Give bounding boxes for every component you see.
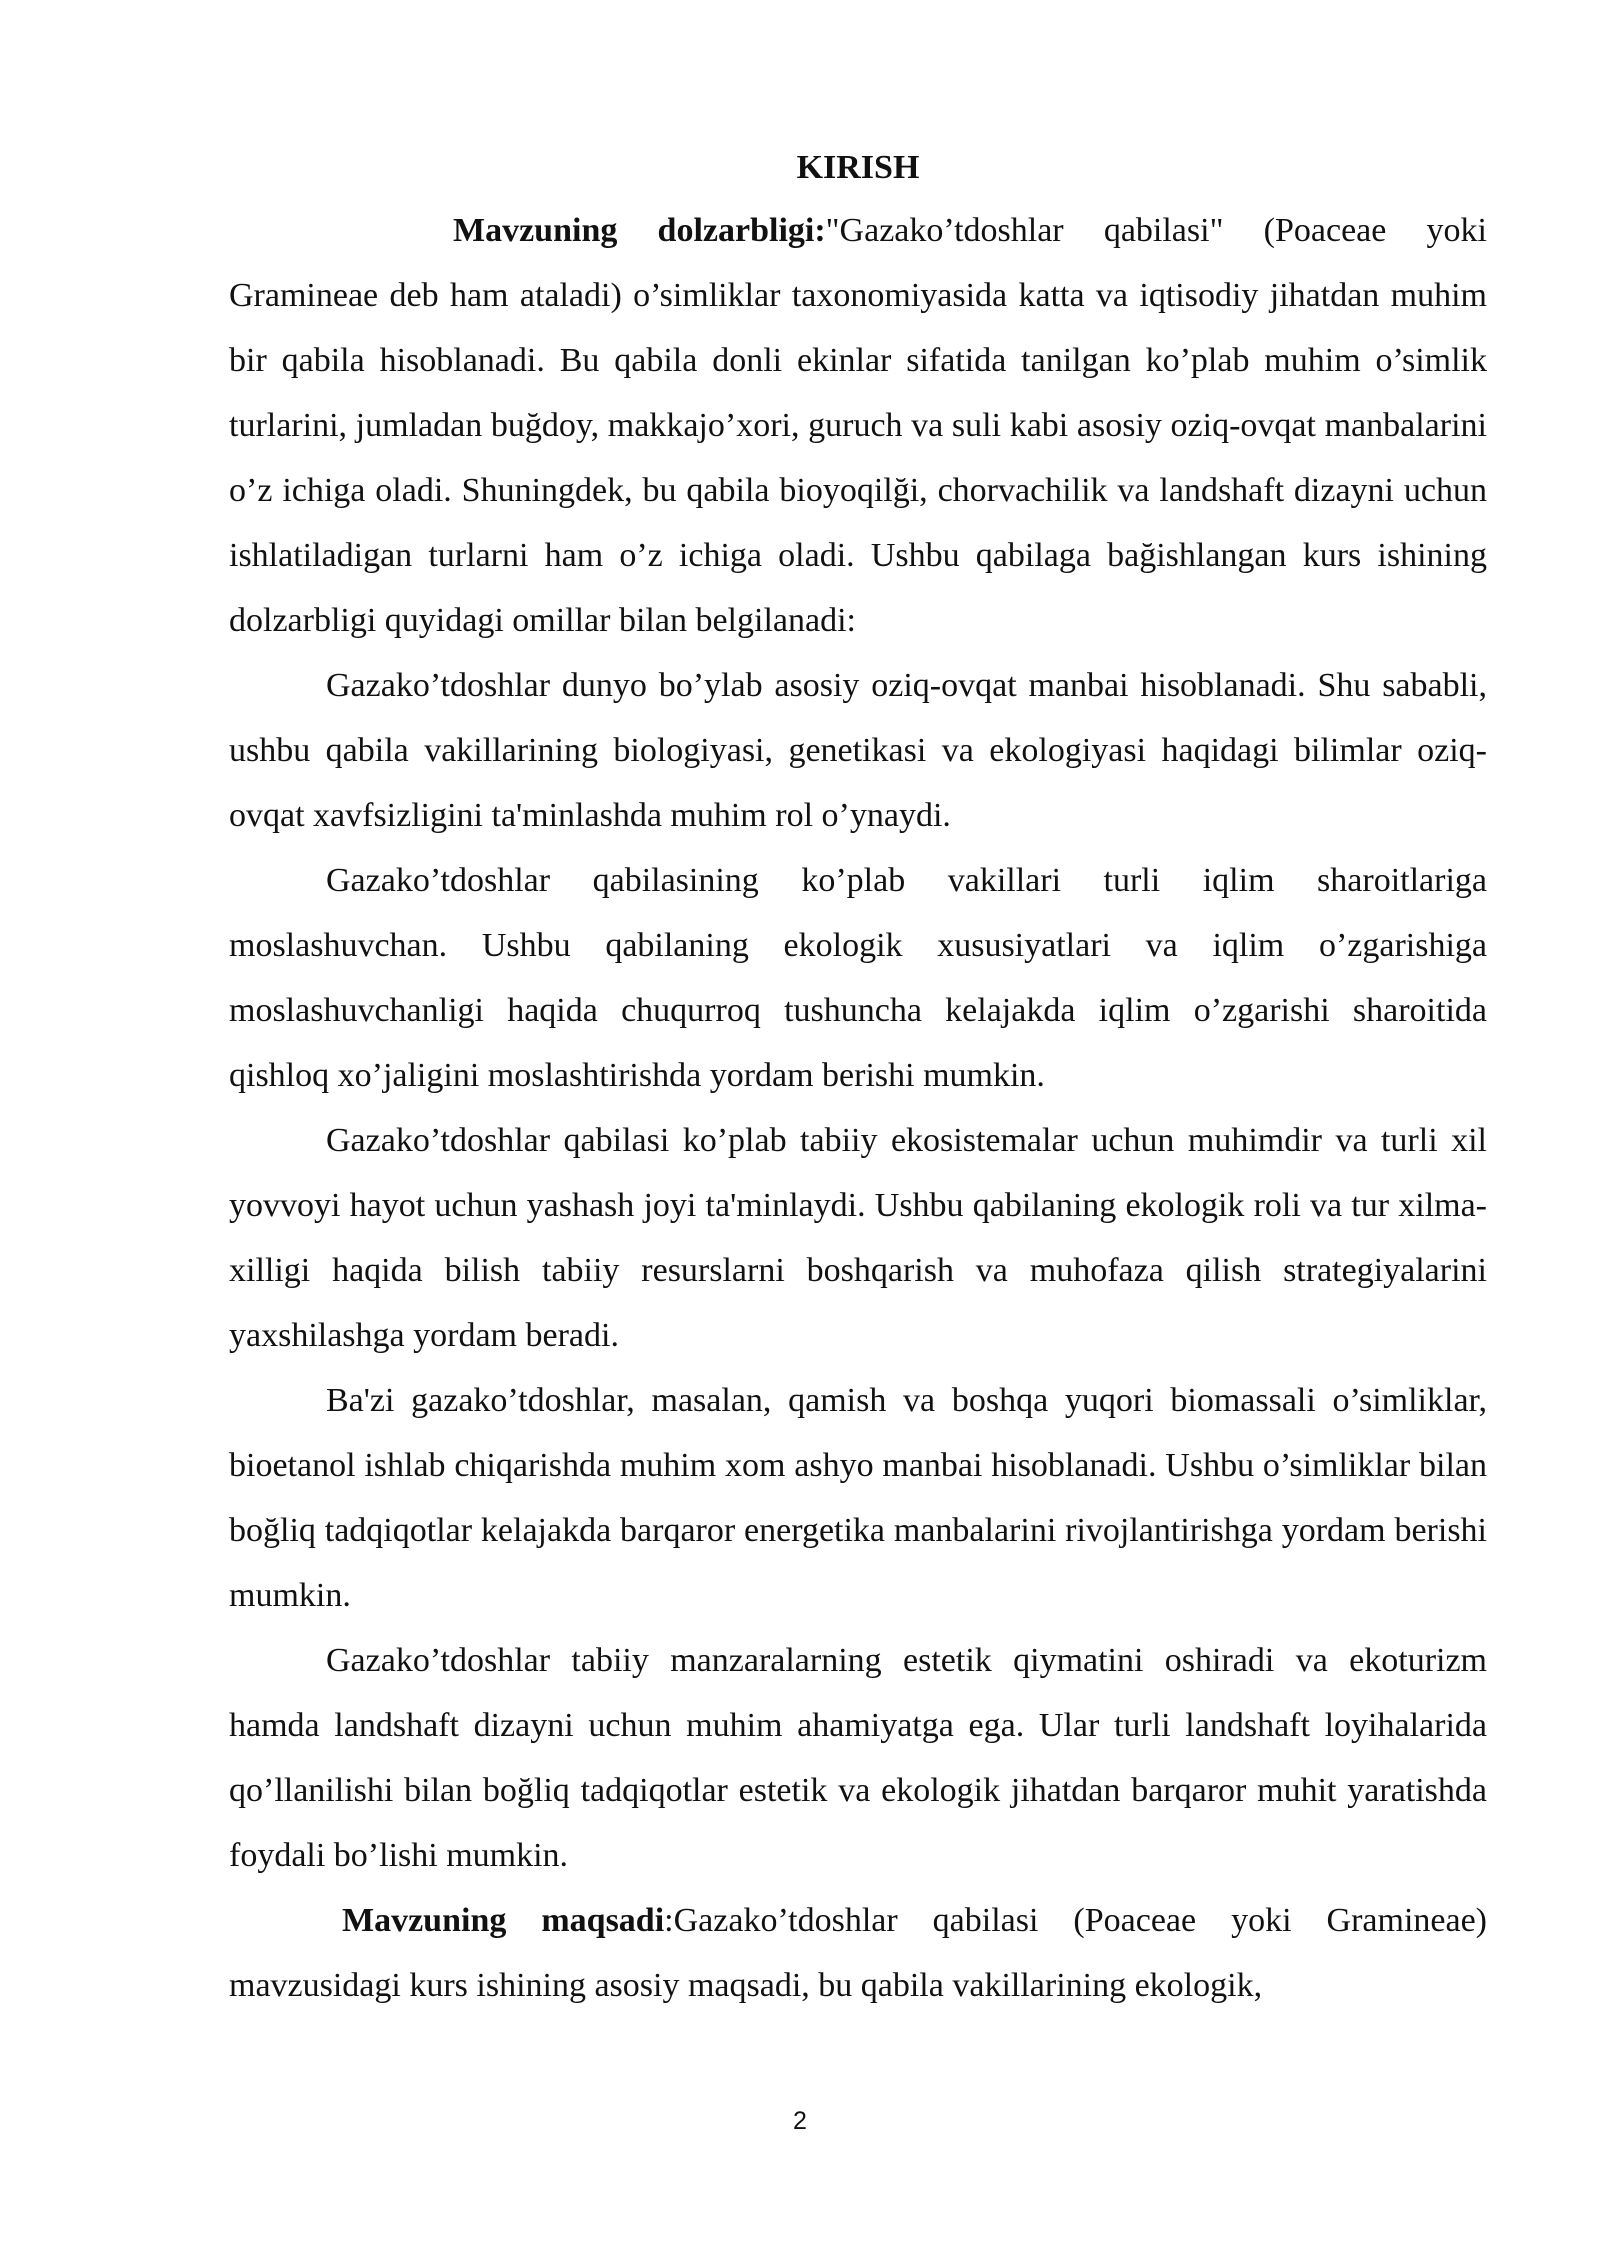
section-title: KIRISH	[796, 149, 920, 186]
purpose-text: :Gazako’tdoshlar qabilasi (Poaceae yoki Gramineae) mavzusidagi kurs ishining asosiy maqsadi, bu qabila vakillarining ekologik,	[229, 1902, 1487, 2004]
body-paragraph-4: Ba'zi gazako’tdoshlar, masalan, qamish va boshqa yuqori biomassali o’simliklar, bioetanol ishlab chiqarishda muhim xom ashyo manbai hisoblanadi. Ushbu o’simliklar bilan boğliq tadqiqotlar kelajakda barqaror energetika manbalarini rivojlantirishga yordam berishi mumkin.	[229, 1382, 1487, 1614]
page-number: 2	[793, 2107, 807, 2135]
body-paragraph-3: Gazako’tdoshlar qabilasi ko’plab tabiiy ekosistemalar uchun muhimdir va turli xil yovvoyi hayot uchun yashash joyi ta'minlaydi. Ushbu qabilaning ekologik roli va tur xilma-xilligi haqida bilish tabiiy resurslarni boshqarish va muhofaza qilish strategiyalarini yaxshilashga yordam beradi.	[229, 1122, 1487, 1354]
relevance-heading: Mavzuning dolzarbligi:	[453, 212, 826, 249]
relevance-intro-text: "Gazako’tdoshlar qabilasi" (Poaceae yoki Gramineae deb ham ataladi) o’simliklar taxonomiyasida katta va iqtisodiy jihatdan muhim bir qabila hisoblanadi. Bu qabila donli ekinlar sifatida tanilgan ko’plab muhim o’simlik turlarini, jumladan buğdoy, makkajo’xori, guruch va suli kabi asosiy oziq-ovqat manbalarini o’z ichiga oladi. Shuningdek, bu qabila bioyoqilği, chorvachilik va landshaft dizayni uchun ishlatiladigan turlarni ham o’z ichiga oladi. Ushbu qabilaga bağishlangan kurs ishining dolzarbligi quyidagi omillar bilan belgilanadi:	[229, 212, 1487, 639]
body-paragraph-2: Gazako’tdoshlar qabilasining ko’plab vakillari turli iqlim sharoitlariga moslashuvchan. Ushbu qabilaning ekologik xususiyatlari va iqlim o’zgarishiga moslashuvchanligi haqida chuqurroq tushuncha kelajakda iqlim o’zgarishi sharoitida qishloq xo’jaligini moslashtirishda yordam berishi mumkin.	[229, 862, 1487, 1094]
relevance-paragraph	[229, 198, 1487, 653]
body-paragraph-5: Gazako’tdoshlar tabiiy manzaralarning estetik qiymatini oshiradi va ekoturizm hamda landshaft dizayni uchun muhim ahamiyatga ega. Ular turli landshaft loyihalarida qo’llanilishi bilan boğliq tadqiqotlar estetik va ekologik jihatdan barqaror muhit yaratishda foydali bo’lishi mumkin.	[229, 1642, 1487, 1874]
body-paragraph-1: Gazako’tdoshlar dunyo bo’ylab asosiy oziq-ovqat manbai hisoblanadi. Shu sababli, ushbu qabila vakillarining biologiyasi, genetikasi va ekologiyasi haqidagi bilimlar oziq-ovqat xavfsizligini ta'minlashda muhim rol o’ynaydi.	[229, 667, 1487, 834]
purpose-paragraph	[229, 1888, 1487, 2018]
purpose-heading: Mavzuning maqsadi	[342, 1902, 665, 1939]
document-page	[229, 148, 1487, 2018]
